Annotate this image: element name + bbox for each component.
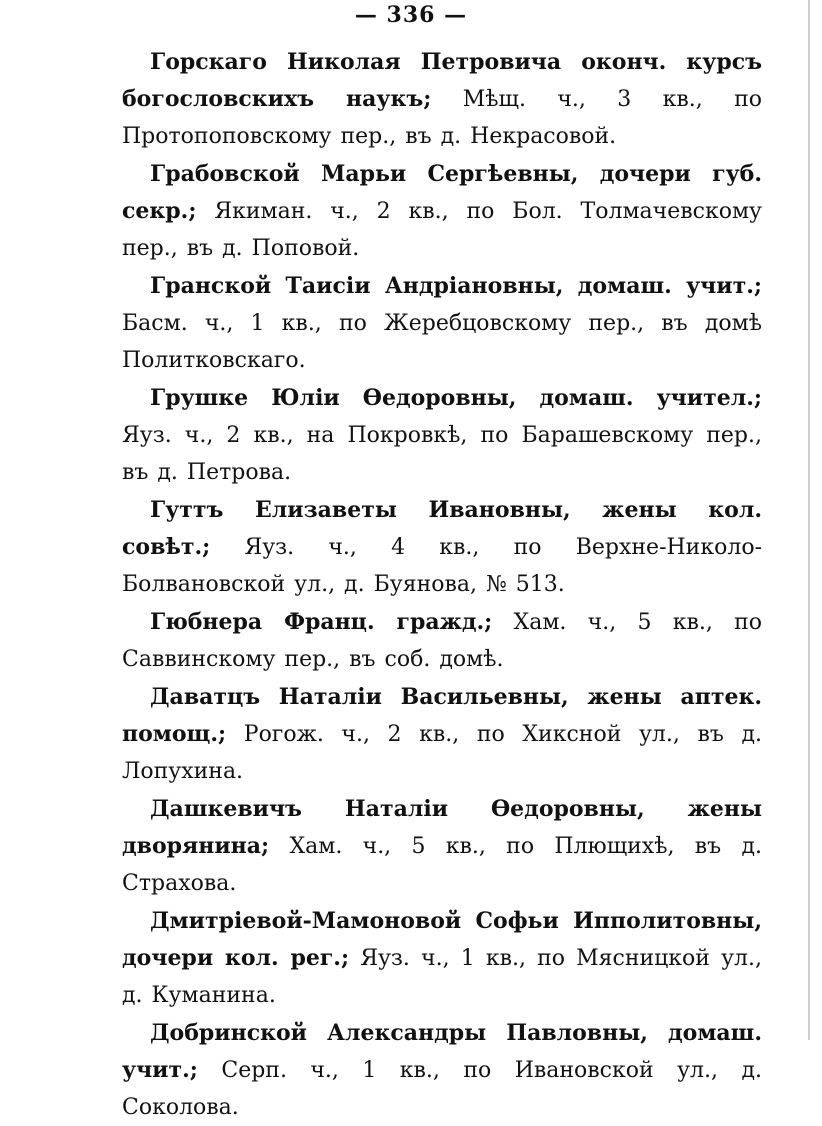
- entry-address: Басм. ч., 1 кв., по Жеребцовскому пер., въ домѣ Политковскаго.: [122, 311, 762, 373]
- page-number: — 336 —: [354, 2, 468, 28]
- entry-name: Гранской Таисіи Андріановны, домаш. учит.;: [150, 273, 762, 299]
- entry-name: Гуттъ Елизаветы Ивановны, жены кол. совѣт.;: [122, 497, 762, 560]
- entry-name: Горскаго Николая Петровича оконч. курсъ богословскихъ наукъ;: [122, 49, 762, 112]
- entry-name: Дмитріевой-Мамоновой Софьи Ипполитовны, дочери кол. рег.;: [122, 908, 762, 971]
- entry-8: [122, 791, 762, 902]
- entry-address: Хам. ч., 5 кв., по Плющихѣ, въ д. Страхова.: [122, 834, 762, 896]
- entry-name: Грабовской Марьи Сергѣевны, дочери губ. секр.;: [122, 161, 762, 224]
- entry-address: Серп. ч., 1 кв., по Ивановской ул., д. Соколова.: [122, 1058, 762, 1120]
- entry-3: [122, 268, 762, 379]
- entry-5: [122, 492, 762, 603]
- entry-4: [122, 380, 762, 491]
- entry-address: Хам. ч., 5 кв., по Саввинскому пер., въ соб. домѣ.: [122, 610, 762, 672]
- entry-address: Мѣщ. ч., 3 кв., по Протопоповскому пер., въ д. Некрасовой.: [122, 87, 762, 149]
- entry-address: Яуз. ч., 1 кв., по Мясницкой ул., д. Куманина.: [122, 946, 762, 1008]
- page-edge-line: [808, 0, 810, 1040]
- entry-address: Рогож. ч., 2 кв., по Хиксной ул., въ д. Лопухина.: [122, 722, 762, 784]
- entry-2: [122, 156, 762, 267]
- entry-address: Яуз. ч., 2 кв., на Покровкѣ, по Барашевскому пер., въ д. Петрова.: [122, 423, 762, 485]
- entry-name: Грушке Юліи Ѳедоровны, домаш. учител.;: [150, 385, 762, 411]
- address-entries: [122, 44, 762, 1126]
- entry-address: Яуз. ч., 4 кв., по Верхне-Николо-Болвановской ул., д. Буянова, № 513.: [122, 535, 762, 597]
- entry-6: [122, 604, 762, 678]
- entry-9: [122, 903, 762, 1014]
- entry-address: Якиман. ч., 2 кв., по Бол. Толмачевскому пер., въ д. Поповой.: [122, 199, 762, 261]
- entry-7: [122, 679, 762, 790]
- entry-name: Добринской Александры Павловны, домаш. учит.;: [122, 1020, 762, 1083]
- entry-10: [122, 1015, 762, 1126]
- entry-name: Гюбнера Франц. гражд.;: [150, 609, 493, 635]
- entry-name: Даватцъ Наталіи Васильевны, жены аптек. помощ.;: [122, 684, 762, 747]
- entry-name: Дашкевичъ Наталіи Ѳедоровны, жены дворянина;: [122, 796, 762, 859]
- entry-1: [122, 44, 762, 155]
